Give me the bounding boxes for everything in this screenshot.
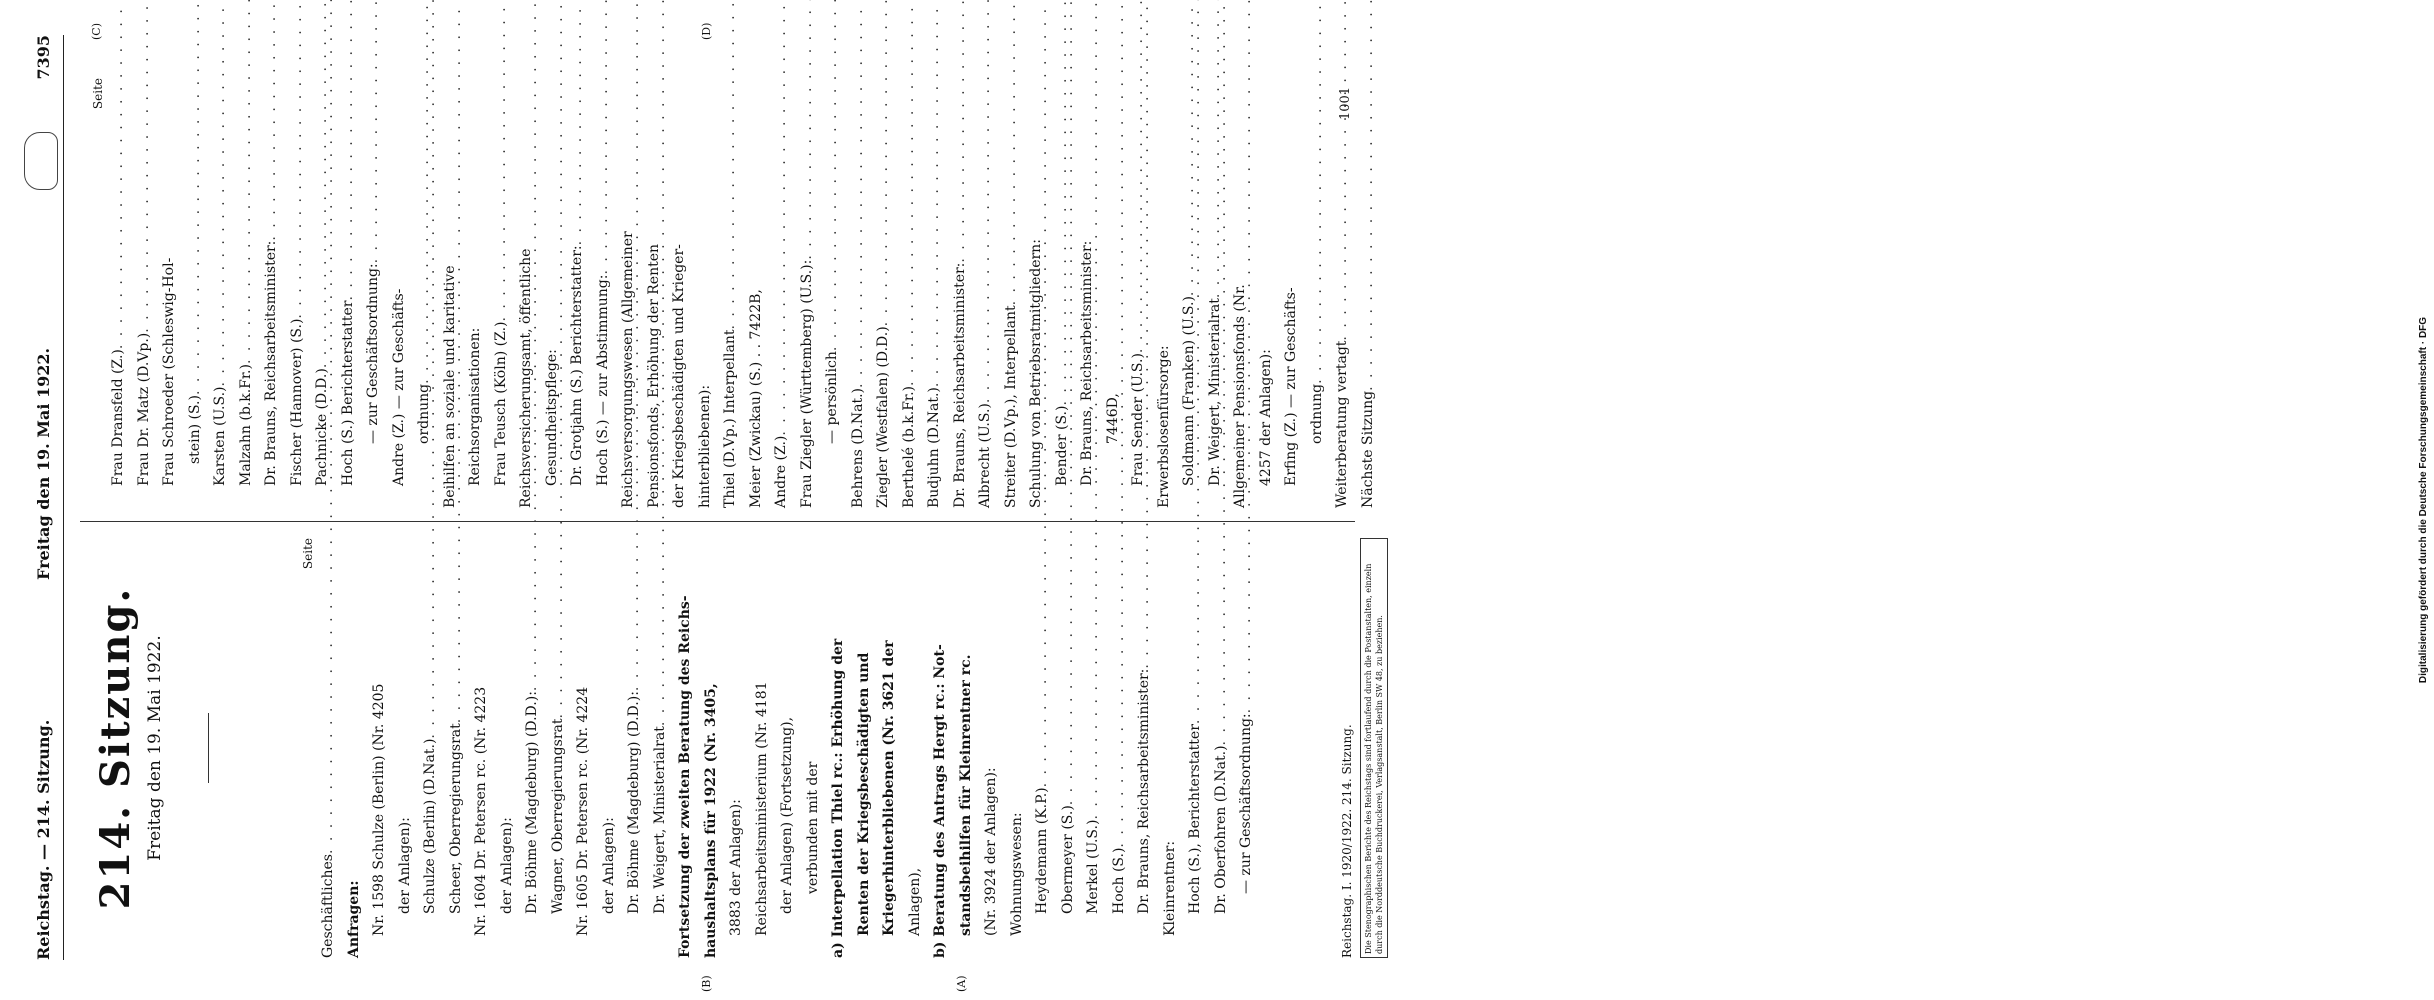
toc-entry-text: Dr. Brauns, Reichsarbeitsminister: [1136, 668, 1152, 914]
toc-column-left [300, 538, 1260, 958]
toc-entry [979, 538, 1005, 958]
toc-entry-text: stein) (S.) [186, 395, 203, 464]
library-stamp [24, 132, 58, 190]
toc-entry [208, 78, 234, 508]
toc-entry [1183, 538, 1209, 958]
dot-leader [999, 0, 1025, 305]
toc-entry [826, 538, 852, 958]
toc-entry-text: ordnung [1308, 383, 1325, 444]
dot-leader [1050, 0, 1076, 406]
toc-entry-text: Dr. Brauns, Reichsarbeitsminister: [1079, 240, 1095, 486]
toc-entry-text: ordnung [416, 383, 432, 444]
dfg-side-note [1418, 0, 2429, 1000]
toc-entry [1234, 538, 1260, 958]
toc-entry [1330, 78, 1356, 508]
toc-entry-text: Pachnicke (D.D.) [314, 368, 330, 486]
toc-entry [750, 538, 776, 958]
dot-leader [132, 0, 158, 333]
toc-entry [871, 78, 897, 508]
toc-entry [877, 538, 903, 958]
toc-entry-text: Anfragen: [345, 880, 362, 958]
toc-entry-text: Streiter (D.Vp.), Interpellant [1002, 305, 1019, 508]
toc-entry [973, 78, 999, 508]
toc-entry [1081, 538, 1107, 958]
toc-entry-text: Berthelé (b.k.Fr.) [900, 386, 917, 508]
toc-entry-text: — persönlich [824, 351, 840, 444]
toc-entry [132, 78, 158, 508]
toc-entry [412, 78, 438, 508]
seite-label: Seite [301, 538, 315, 570]
toc-entry-text: der Anlagen): [498, 817, 515, 914]
toc-entry [591, 78, 617, 508]
toc-entry [928, 538, 954, 958]
session-date: Freitag den 19. Mai 1922. [145, 635, 165, 861]
toc-entry [724, 538, 750, 958]
dot-leader [489, 0, 515, 322]
toc-entry-text: Ziegler (Westfalen) (D.D.) [875, 326, 891, 508]
toc-entry [310, 78, 336, 508]
toc-entry-text: Renten der Kriegsbeschädigten und [855, 652, 872, 936]
toc-entry [495, 538, 521, 958]
toc-entry-text: b) Beratung des Antrags Hergt rc.: Not- [932, 644, 948, 958]
toc-entry [361, 78, 387, 508]
toc-entry [846, 78, 872, 508]
toc-entry [285, 78, 311, 508]
dot-leader [285, 0, 311, 319]
toc-entry-text: der Anlagen) (Fortsetzung), [779, 716, 795, 914]
dot-leader [183, 0, 209, 395]
toc-entry-text: Albrecht (U.S.) [977, 403, 993, 508]
toc-entry-text: Reichsversorgungswesen (Allgemeiner [620, 231, 636, 508]
toc-entry-text: Heydemann (K.P.) [1034, 787, 1050, 914]
toc-entry [1075, 78, 1101, 508]
toc-entry-text: Dr. Böhme (Magdeburg) (D.D.): [524, 691, 540, 914]
toc-entry [1158, 538, 1184, 958]
toc-entry [183, 78, 209, 508]
dot-leader [718, 0, 744, 330]
toc-entry [699, 538, 725, 958]
toc-entry-text: Hoch (S.) — zur Abstimmung: [594, 274, 611, 486]
running-head-center: Freitag den 19. Mai 1922. [34, 347, 53, 580]
toc-entry [367, 538, 393, 958]
dot-leader [922, 0, 948, 387]
toc-entry-text: Erwerbslosenfürsorge: [1155, 345, 1172, 508]
toc-entry-text: Fischer (Hannover) (S.) [288, 318, 305, 486]
toc-entry [922, 78, 948, 508]
toc-entry-text: Dr. Weigert, Ministerialrat [1206, 298, 1223, 486]
dot-leader [591, 0, 617, 275]
dot-leader [820, 0, 846, 351]
toc-entry [1209, 538, 1235, 958]
toc-entry-text: — zur Geschäftsordnung: [1238, 713, 1254, 894]
toc-entry-text: Andre (Z.) [773, 435, 789, 508]
dot-leader [208, 0, 234, 387]
seite-label-right: Seite [91, 78, 105, 110]
toc-entry-text: Erfing (Z.) — zur Geschäfts- [1283, 287, 1299, 486]
toc-entry [393, 538, 419, 958]
toc-entry-text: Merkel (U.S.) [1085, 819, 1101, 914]
toc-entry [1126, 78, 1152, 508]
toc-entry-text: Behrens (D.Nat.) [849, 388, 866, 508]
toc-entry [1024, 78, 1050, 508]
toc-entry [744, 78, 770, 508]
toc-entry-text: a) Interpellation Thiel rc.: Erhöhung der [830, 638, 846, 958]
dot-leader [795, 0, 821, 260]
toc-entry-text: Pensionsfonds, Erhöhung der Renten [645, 243, 662, 508]
toc-entry-text: Gesundheitspflege: [543, 349, 560, 486]
toc-entry-text: Beihilfen an soziale und karitative [441, 265, 458, 508]
toc-entry [540, 78, 566, 508]
dot-leader [948, 0, 974, 263]
margin-letter-a: (A) [955, 975, 968, 992]
toc-entry-text: verbunden mit der [804, 761, 821, 894]
toc-entry-text: Schulung von Betriebsratmitgliedern: [1028, 239, 1044, 508]
toc-entry-text: der Anlagen): [600, 817, 617, 914]
toc-entry [673, 538, 699, 958]
toc-entry [387, 78, 413, 508]
toc-entry-text: Karsten (U.S.) [212, 386, 228, 486]
dot-leader [1305, 0, 1331, 384]
dot-leader [1330, 0, 1356, 341]
toc-entry-text: Wagner, Oberregierungsrat [549, 718, 566, 914]
toc-entry-text: Dr. Oberfohren (D.Nat.) [1212, 745, 1229, 914]
dot-leader [897, 0, 923, 386]
dot-leader [336, 0, 362, 301]
dot-leader [1126, 0, 1152, 353]
toc-entry [157, 78, 183, 508]
toc-entry [514, 78, 540, 508]
toc-entry [1203, 78, 1229, 508]
toc-entry [897, 78, 923, 508]
toc-entry [1152, 78, 1178, 508]
toc-entry [342, 538, 368, 958]
toc-entry-text: Hoch (S.) [1110, 847, 1127, 914]
toc-entry-text: standsbeihilfen für Kleinrentner rc. [957, 654, 974, 936]
toc-entry [795, 78, 821, 508]
toc-entry [546, 538, 572, 958]
dot-leader [871, 0, 897, 326]
toc-entry-text: Dr. Grotjahn (S.) Berichterstatter: [569, 245, 585, 486]
toc-entry [1050, 78, 1076, 508]
toc-entry-text: — zur Geschäftsordnung: [365, 263, 381, 444]
toc-entry [1305, 78, 1331, 508]
footer-line: Reichstag. I. 1920/1922. 214. Sitzung. [1340, 724, 1354, 958]
toc-entry-text: 3883 der Anlagen): [728, 799, 744, 936]
toc-entry-text: hinterbliebenen): [696, 384, 713, 508]
toc-entry-text: Andre (Z.) — zur Geschäfts- [390, 288, 407, 486]
toc-entry [693, 78, 719, 508]
toc-entry-text: Weiterberatung vertagt [1334, 340, 1350, 508]
toc-entry-text: Wohnungswesen: [1008, 812, 1025, 936]
toc-entry [667, 78, 693, 508]
toc-entry-text: Obermeyer (S.) [1059, 805, 1076, 914]
toc-entry-text: Bender (S.) [1053, 405, 1070, 486]
folio-number: 1001 [1338, 86, 1353, 120]
toc-entry [106, 78, 132, 508]
toc-entry-text: Allgemeiner Pensionsfonds (Nr. [1232, 284, 1248, 508]
dot-leader [769, 0, 795, 436]
toc-entry [954, 538, 980, 958]
toc-entry-text: der Anlagen): [396, 817, 413, 914]
toc-entry-text: Meier (Zwickau) (S.) . . 7422B, [747, 289, 764, 508]
toc-entry [489, 78, 515, 508]
toc-entry-text: Kleinrentner: [1161, 840, 1178, 936]
page-number: 7395 [34, 35, 53, 80]
toc-entry [463, 78, 489, 508]
dfg-side-note-text: Digitalisierung gefördert durch die Deutsche Forschungsgemeinschaft · DFG [2418, 316, 2429, 684]
toc-column-right [90, 78, 1381, 508]
toc-entry-text: Reichsorganisationen: [467, 327, 483, 486]
toc-entry [418, 538, 444, 958]
toc-entry [1132, 538, 1158, 958]
session-title-block [90, 538, 209, 958]
toc-entry-text: Frau Teusch (Köln) (Z.) [492, 321, 509, 486]
dot-leader [1177, 0, 1203, 296]
toc-entry-text: Reichsversicherungsamt, öffentliche [518, 248, 534, 508]
toc-entry-text: Thiel (D.Vp.) Interpellant [722, 329, 738, 508]
toc-entry [1177, 78, 1203, 508]
toc-entry-text: Nr. 1598 Schulze (Berlin) (Nr. 4205 [371, 683, 387, 936]
toc-entry [1356, 78, 1382, 508]
dot-leader [565, 0, 591, 245]
toc-entry-text: Scheer, Oberregierungsrat [447, 723, 464, 914]
toc-entry [999, 78, 1025, 508]
toc-entry [234, 78, 260, 508]
toc-entry-text: Nächste Sitzung [1359, 390, 1376, 508]
toc-entry [769, 78, 795, 508]
toc-entry [642, 78, 668, 508]
dot-leader [1356, 0, 1382, 391]
toc-entry [444, 538, 470, 958]
dot-leader [259, 0, 285, 241]
toc-entry-text: Fortsetzung der zweiten Beratung des Reichs- [677, 595, 693, 958]
toc-entry-text: Frau Sender (U.S.) [1130, 353, 1146, 486]
toc-entry [469, 538, 495, 958]
toc-entry [565, 78, 591, 508]
toc-entry [903, 538, 929, 958]
toc-entry-text: Dr. Brauns, Reichsarbeitsminister: [263, 240, 279, 486]
toc-entry [1228, 78, 1254, 508]
toc-entry [616, 78, 642, 508]
toc-entry [648, 538, 674, 958]
toc-entry [622, 538, 648, 958]
toc-entry-text: Dr. Böhme (Magdeburg) (D.D.): [626, 691, 642, 914]
toc-entry [1279, 78, 1305, 508]
toc-entry [775, 538, 801, 958]
toc-entry-text: Budjuhn (D.Nat.) [926, 387, 942, 508]
toc-entry [259, 78, 285, 508]
toc-entry-text: Frau Schroeder (Schleswig-Hol- [161, 257, 177, 486]
toc-entry [316, 538, 342, 958]
toc-entry [1056, 538, 1082, 958]
toc-entry-text: Frau Dransfeld (Z.) [110, 349, 126, 486]
toc-entry [1101, 78, 1127, 508]
toc-entry-text: Schulze (Berlin) (D.Nat.) [422, 738, 438, 914]
dot-leader [412, 0, 438, 384]
toc-entry [1005, 538, 1031, 958]
toc-entry [1254, 78, 1280, 508]
toc-entry-text: Dr. Brauns, Reichsarbeitsminister: [951, 262, 968, 508]
toc-entry-text: Soldmann (Franken) (U.S.) [1181, 296, 1197, 486]
toc-entry-text: Dr. Weigert, Ministerialrat [651, 726, 668, 914]
toc-entry-text: Geschäftliches [320, 854, 336, 958]
running-head [30, 35, 64, 960]
margin-letter-c: (C) [90, 23, 103, 40]
toc-entry [571, 538, 597, 958]
toc-entry-text: Frau Ziegler (Württemberg) (U.S.): [798, 259, 815, 508]
toc-entry [820, 78, 846, 508]
session-number: 214. Sitzung. [92, 586, 139, 910]
footer-notice: Die Stenographischen Berichte des Reichstags sind fortlaufend durch die Postanstalten, einzeln durch die Norddeutsche Buchdruckerei, Verlagsanstalt, Berlin SW 48, zu beziehen. [1360, 538, 1388, 958]
column-divider [80, 521, 1355, 522]
toc-entry-text: Malzahn (b.k.Fr.) [237, 364, 254, 486]
dot-leader [1203, 0, 1229, 298]
toc-entry-text: Hoch (S.) Berichterstatter [339, 300, 356, 486]
toc-entry [336, 78, 362, 508]
toc-entry [438, 78, 464, 508]
toc-entry-text: (Nr. 3924 der Anlagen): [983, 767, 999, 936]
toc-entry-text: der Kriegsbeschädigten und Krieger- [671, 244, 687, 508]
dot-leader [106, 0, 132, 349]
toc-entry [1030, 538, 1056, 958]
running-head-left: Reichstag. — 214. Sitzung. [34, 719, 53, 960]
toc-entry [852, 538, 878, 958]
toc-entry [520, 538, 546, 958]
toc-entry [948, 78, 974, 508]
dot-leader [310, 0, 336, 368]
toc-entry [801, 538, 827, 958]
dot-leader [234, 0, 260, 364]
margin-letter-d: (D) [700, 22, 713, 40]
dot-leader [973, 0, 999, 403]
toc-entry-text: 4257 der Anlagen): [1257, 349, 1274, 486]
dot-leader [846, 0, 872, 388]
toc-entry-text: Anlagen), [906, 867, 923, 936]
toc-entry-text: Frau Dr. Matz (D.Vp.) [135, 332, 152, 486]
toc-entry [718, 78, 744, 508]
toc-entry-text: Nr. 1605 Dr. Petersen rc. (Nr. 4224 [575, 686, 591, 936]
toc-entry-text: haushaltsplans für 1922 (Nr. 3405, [702, 683, 719, 958]
toc-entry [1107, 538, 1133, 958]
dot-leader [361, 0, 387, 263]
toc-entry-text: Nr. 1604 Dr. Petersen rc. (Nr. 4223 [473, 686, 489, 936]
toc-entry-text: 7446D, [1104, 393, 1121, 444]
toc-entry-text: Kriegerhinterbliebenen (Nr. 3621 der [881, 640, 897, 936]
title-rule [208, 713, 209, 783]
toc-entry [597, 538, 623, 958]
toc-entry-text: Hoch (S.), Berichterstatter [1187, 724, 1203, 914]
toc-entry-text: Reichsarbeitsministerium (Nr. 4181 [753, 681, 770, 936]
margin-letter-b: (B) [700, 975, 713, 992]
